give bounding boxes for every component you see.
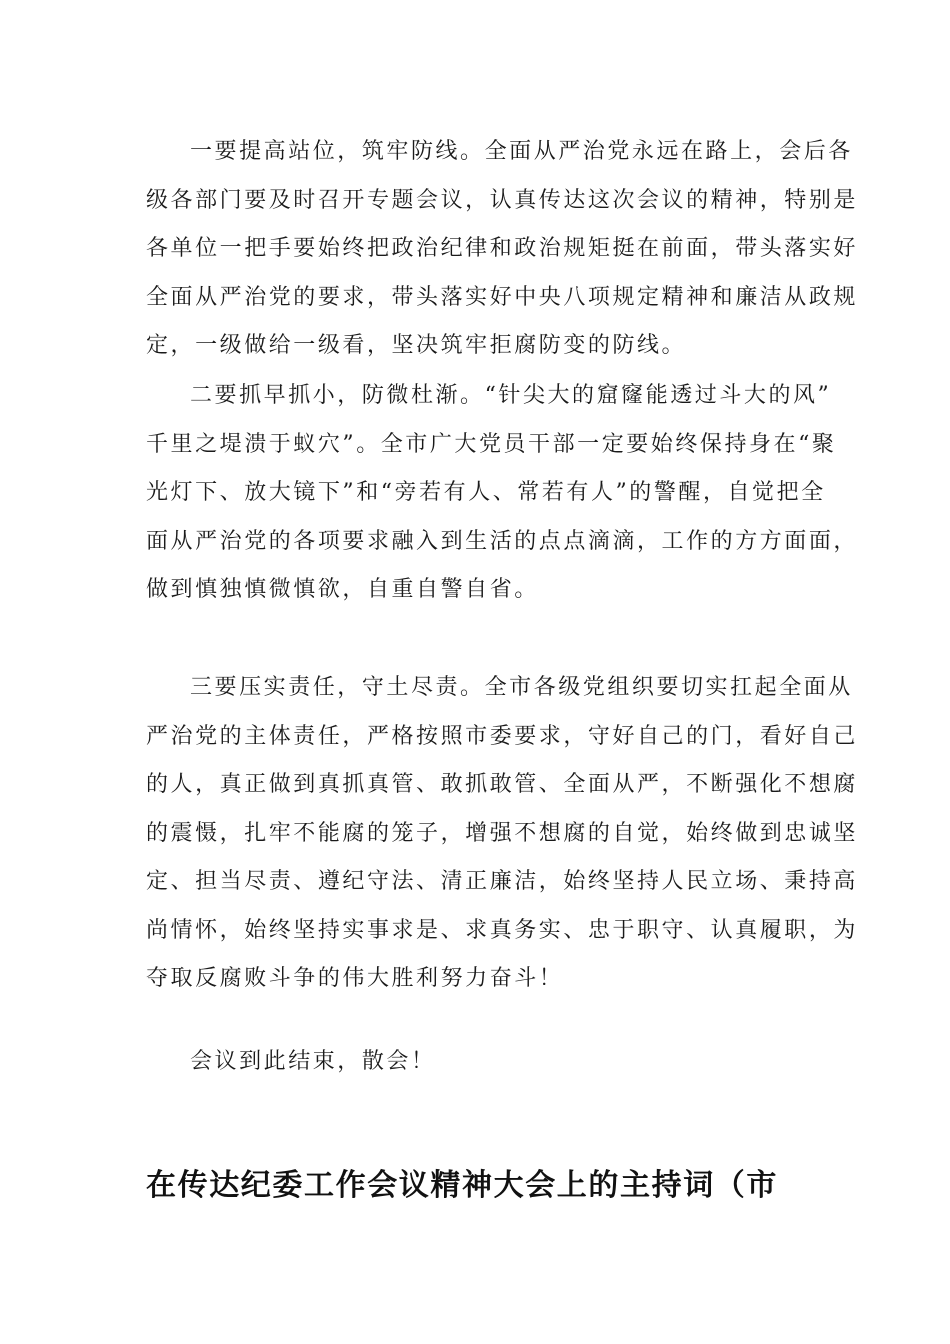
paragraph-line: 各单位一把手要始终把政治纪律和政治规矩挺在前面，带头落实好 (146, 236, 858, 261)
paragraph-2 (146, 372, 858, 615)
paragraph-line: 全面从严治党的要求，带头落实好中央八项规定精神和廉洁从政规 (146, 284, 858, 310)
paragraph-line: 夺取反腐败斗争的伟大胜利努力奋斗！ (146, 966, 564, 991)
paragraph-line: 级各部门要及时召开专题会议，认真传达这次会议的精神，特别是 (146, 187, 858, 213)
paragraph-line: 二要抓早抓小，防微杜渐。“针尖大的窟窿能透过斗大的风” (190, 383, 832, 408)
paragraph-line: 定，一级做给一级看，坚决筑牢拒腐防变的防线。 (146, 333, 687, 358)
paragraph-line: 定、担当尽责、遵纪守法、清正廉洁，始终坚持人民立场、秉持高 (146, 869, 858, 894)
paragraph-line: 会议到此结束，散会！ (190, 1049, 436, 1074)
paragraph-line: 严治党的主体责任，严格按照市委要求，守好自己的门，看好自己 (146, 723, 858, 749)
paragraph-line: 做到慎独慎微慎欲，自重自警自省。 (146, 577, 539, 602)
paragraph-line: 的震慑，扎牢不能腐的笼子，增强不想腐的自觉，始终做到忠诚坚 (146, 820, 858, 846)
paragraph-line: 三要压实责任，守土尽责。全市各级党组织要切实扛起全面从 (190, 675, 853, 700)
paragraph-line: 一要提高站位，筑牢防线。全面从严治党永远在路上，会后各 (190, 139, 853, 164)
paragraph-line: 面从严治党的各项要求融入到生活的点点滴滴，工作的方方面面， (146, 528, 858, 554)
paragraph-line: 的人，真正做到真抓真管、敢抓敢管、全面从严，不断强化不想腐 (146, 772, 858, 797)
paragraph-line: 光灯下、放大镜下”和“旁若有人、常若有人”的警醒，自觉把全 (146, 480, 826, 505)
paragraph-1 (146, 128, 858, 371)
paragraph-4 (146, 1038, 808, 1087)
paragraph-line: 尚情怀，始终坚持实事求是、求真务实、忠于职守、认真履职，为 (146, 917, 858, 943)
next-document-title: 在传达纪委工作会议精神大会上的主持词（市 (146, 1168, 778, 1203)
paragraph-line: 千里之堤溃于蚁穴”。全市广大党员干部一定要始终保持身在“聚 (146, 431, 837, 457)
paragraph-3 (146, 664, 858, 1004)
